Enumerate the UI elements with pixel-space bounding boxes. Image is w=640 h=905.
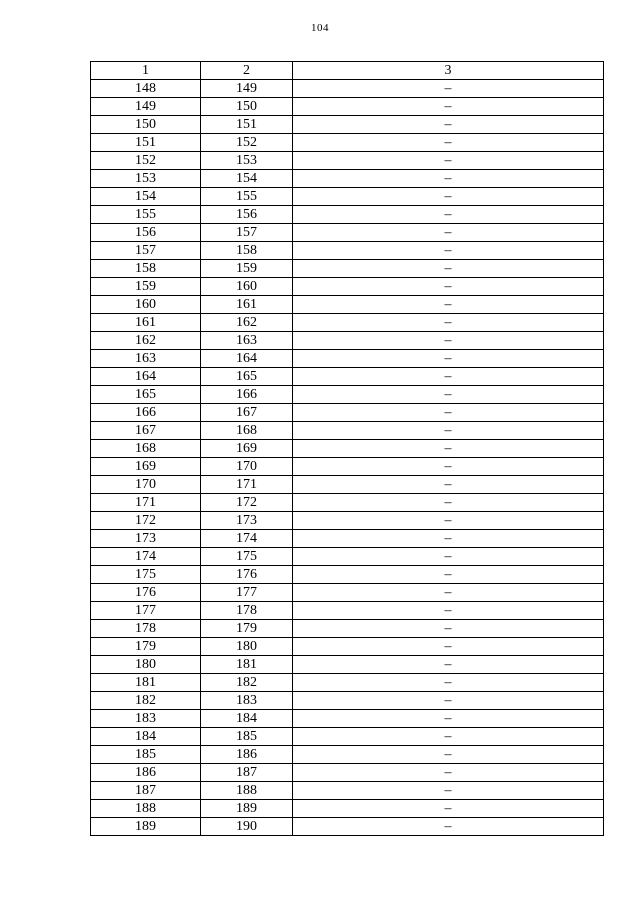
- table-cell-col-2: 189: [201, 800, 293, 818]
- table-cell-col-3: –: [293, 278, 604, 296]
- table-cell-col-2: 185: [201, 728, 293, 746]
- table-cell-col-1: 175: [91, 566, 201, 584]
- table-cell-col-2: 156: [201, 206, 293, 224]
- table-cell-col-3: –: [293, 152, 604, 170]
- table-header-row: [91, 62, 604, 80]
- table-cell-col-1: 153: [91, 170, 201, 188]
- table-cell-col-3: –: [293, 548, 604, 566]
- table-cell-col-2: 161: [201, 296, 293, 314]
- table-cell-col-1: 181: [91, 674, 201, 692]
- table-cell-col-2: 175: [201, 548, 293, 566]
- table-cell-col-2: 186: [201, 746, 293, 764]
- table-cell-col-2: 157: [201, 224, 293, 242]
- table-cell-col-1: 170: [91, 476, 201, 494]
- table-cell-col-2: 172: [201, 494, 293, 512]
- table-row: [91, 494, 604, 512]
- table-cell-col-3: –: [293, 818, 604, 836]
- table-row: [91, 656, 604, 674]
- table-row: [91, 116, 604, 134]
- table-cell-col-2: 160: [201, 278, 293, 296]
- table-row: [91, 314, 604, 332]
- table-cell-col-1: 189: [91, 818, 201, 836]
- table-cell-col-1: 155: [91, 206, 201, 224]
- data-table: [90, 61, 604, 836]
- table-cell-col-2: 178: [201, 602, 293, 620]
- table-cell-col-2: 170: [201, 458, 293, 476]
- table-row: [91, 818, 604, 836]
- table-cell-col-1: 178: [91, 620, 201, 638]
- table-row: [91, 170, 604, 188]
- table-row: [91, 242, 604, 260]
- table-row: [91, 728, 604, 746]
- table-cell-col-3: –: [293, 242, 604, 260]
- table-row: [91, 206, 604, 224]
- table-row: [91, 674, 604, 692]
- column-header-2: 2: [201, 62, 293, 80]
- table-row: [91, 386, 604, 404]
- table-row: [91, 548, 604, 566]
- table-row: [91, 476, 604, 494]
- table-cell-col-2: 181: [201, 656, 293, 674]
- table-cell-col-2: 165: [201, 368, 293, 386]
- table-row: [91, 404, 604, 422]
- table-cell-col-3: –: [293, 800, 604, 818]
- table-cell-col-1: 186: [91, 764, 201, 782]
- table-cell-col-2: 167: [201, 404, 293, 422]
- table-cell-col-3: –: [293, 350, 604, 368]
- table-cell-col-1: 150: [91, 116, 201, 134]
- table-cell-col-1: 169: [91, 458, 201, 476]
- table-cell-col-2: 151: [201, 116, 293, 134]
- table-cell-col-2: 171: [201, 476, 293, 494]
- table-row: [91, 260, 604, 278]
- table-cell-col-3: –: [293, 260, 604, 278]
- table-cell-col-3: –: [293, 98, 604, 116]
- table-cell-col-3: –: [293, 332, 604, 350]
- table-cell-col-3: –: [293, 512, 604, 530]
- table-row: [91, 296, 604, 314]
- table-cell-col-3: –: [293, 80, 604, 98]
- table-cell-col-2: 188: [201, 782, 293, 800]
- table-row: [91, 566, 604, 584]
- table-cell-col-1: 160: [91, 296, 201, 314]
- table-row: [91, 134, 604, 152]
- table-cell-col-3: –: [293, 116, 604, 134]
- table-cell-col-2: 149: [201, 80, 293, 98]
- table-cell-col-1: 152: [91, 152, 201, 170]
- table-cell-col-3: –: [293, 584, 604, 602]
- table-cell-col-3: –: [293, 206, 604, 224]
- table-cell-col-1: 165: [91, 386, 201, 404]
- table-cell-col-1: 185: [91, 746, 201, 764]
- table-cell-col-2: 190: [201, 818, 293, 836]
- table-cell-col-3: –: [293, 458, 604, 476]
- table-cell-col-1: 167: [91, 422, 201, 440]
- table-cell-col-3: –: [293, 620, 604, 638]
- table-cell-col-1: 156: [91, 224, 201, 242]
- table-cell-col-1: 188: [91, 800, 201, 818]
- table-cell-col-2: 166: [201, 386, 293, 404]
- table-cell-col-1: 176: [91, 584, 201, 602]
- table-cell-col-2: 153: [201, 152, 293, 170]
- table-cell-col-1: 161: [91, 314, 201, 332]
- table-cell-col-2: 176: [201, 566, 293, 584]
- table-row: [91, 764, 604, 782]
- table-cell-col-3: –: [293, 476, 604, 494]
- table-cell-col-2: 154: [201, 170, 293, 188]
- table-row: [91, 512, 604, 530]
- table-row: [91, 98, 604, 116]
- table-cell-col-2: 173: [201, 512, 293, 530]
- table-cell-col-3: –: [293, 188, 604, 206]
- table-row: [91, 422, 604, 440]
- table-cell-col-2: 163: [201, 332, 293, 350]
- table-cell-col-3: –: [293, 296, 604, 314]
- table-cell-col-3: –: [293, 782, 604, 800]
- table-row: [91, 152, 604, 170]
- table-cell-col-1: 148: [91, 80, 201, 98]
- column-header-3: 3: [293, 62, 604, 80]
- table-cell-col-1: 172: [91, 512, 201, 530]
- table-cell-col-2: 179: [201, 620, 293, 638]
- table-cell-col-2: 187: [201, 764, 293, 782]
- table-cell-col-2: 182: [201, 674, 293, 692]
- table-cell-col-1: 171: [91, 494, 201, 512]
- table-row: [91, 584, 604, 602]
- table-cell-col-1: 183: [91, 710, 201, 728]
- table-row: [91, 458, 604, 476]
- table-row: [91, 80, 604, 98]
- table-cell-col-3: –: [293, 692, 604, 710]
- table-cell-col-2: 150: [201, 98, 293, 116]
- table-cell-col-2: 177: [201, 584, 293, 602]
- table-cell-col-1: 180: [91, 656, 201, 674]
- table-cell-col-3: –: [293, 224, 604, 242]
- table-row: [91, 602, 604, 620]
- table-cell-col-2: 180: [201, 638, 293, 656]
- table-cell-col-3: –: [293, 728, 604, 746]
- table-body: [91, 80, 604, 836]
- table-row: [91, 638, 604, 656]
- table-cell-col-2: 183: [201, 692, 293, 710]
- table-cell-col-3: –: [293, 386, 604, 404]
- table-cell-col-3: –: [293, 170, 604, 188]
- table-cell-col-1: 177: [91, 602, 201, 620]
- table-cell-col-1: 173: [91, 530, 201, 548]
- table-row: [91, 746, 604, 764]
- table-cell-col-2: 164: [201, 350, 293, 368]
- table-row: [91, 188, 604, 206]
- table-cell-col-2: 169: [201, 440, 293, 458]
- table-cell-col-2: 162: [201, 314, 293, 332]
- table-cell-col-3: –: [293, 530, 604, 548]
- table-cell-col-1: 163: [91, 350, 201, 368]
- table-row: [91, 224, 604, 242]
- table-cell-col-3: –: [293, 566, 604, 584]
- table-cell-col-2: 184: [201, 710, 293, 728]
- table-cell-col-3: –: [293, 746, 604, 764]
- table-cell-col-2: 155: [201, 188, 293, 206]
- table-cell-col-2: 158: [201, 242, 293, 260]
- table-cell-col-3: –: [293, 638, 604, 656]
- table-cell-col-2: 168: [201, 422, 293, 440]
- table-row: [91, 278, 604, 296]
- table-cell-col-3: –: [293, 764, 604, 782]
- table-cell-col-3: –: [293, 674, 604, 692]
- table-row: [91, 782, 604, 800]
- table-cell-col-3: –: [293, 422, 604, 440]
- table-cell-col-1: 159: [91, 278, 201, 296]
- table-cell-col-3: –: [293, 404, 604, 422]
- table-cell-col-1: 162: [91, 332, 201, 350]
- table-row: [91, 800, 604, 818]
- table-cell-col-1: 187: [91, 782, 201, 800]
- table-cell-col-1: 157: [91, 242, 201, 260]
- table-cell-col-3: –: [293, 494, 604, 512]
- table-row: [91, 530, 604, 548]
- table-cell-col-3: –: [293, 656, 604, 674]
- table-cell-col-2: 159: [201, 260, 293, 278]
- table-row: [91, 620, 604, 638]
- table-row: [91, 710, 604, 728]
- table-cell-col-3: –: [293, 134, 604, 152]
- column-header-1: 1: [91, 62, 201, 80]
- table-cell-col-1: 174: [91, 548, 201, 566]
- table-cell-col-3: –: [293, 440, 604, 458]
- table-row: [91, 692, 604, 710]
- table-cell-col-3: –: [293, 710, 604, 728]
- table-cell-col-1: 182: [91, 692, 201, 710]
- table-row: [91, 440, 604, 458]
- table-row: [91, 332, 604, 350]
- table-cell-col-1: 151: [91, 134, 201, 152]
- table-cell-col-3: –: [293, 602, 604, 620]
- table-cell-col-1: 184: [91, 728, 201, 746]
- table-cell-col-3: –: [293, 368, 604, 386]
- table-row: [91, 350, 604, 368]
- page-number: 104: [311, 22, 329, 34]
- table-row: [91, 368, 604, 386]
- table-cell-col-1: 158: [91, 260, 201, 278]
- table-cell-col-1: 164: [91, 368, 201, 386]
- table-cell-col-1: 168: [91, 440, 201, 458]
- table-cell-col-1: 179: [91, 638, 201, 656]
- table-cell-col-1: 149: [91, 98, 201, 116]
- table-cell-col-1: 166: [91, 404, 201, 422]
- table-cell-col-2: 174: [201, 530, 293, 548]
- table-cell-col-2: 152: [201, 134, 293, 152]
- table-cell-col-1: 154: [91, 188, 201, 206]
- table-cell-col-3: –: [293, 314, 604, 332]
